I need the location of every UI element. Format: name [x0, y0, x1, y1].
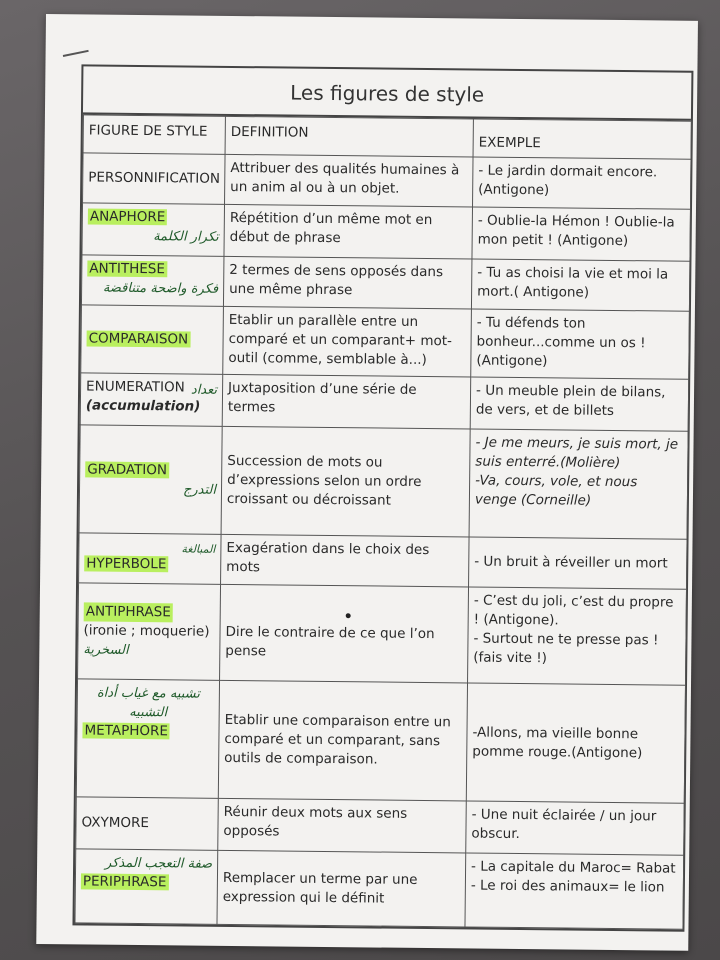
definition-text: Dire le contraire de ce que l’on pense [225, 623, 435, 660]
definition-cell: Réunir deux mots aux sens opposés [218, 798, 467, 853]
term: OXYMORE [81, 814, 150, 832]
ink-dot [346, 613, 351, 618]
page-title: Les figures de style [83, 66, 691, 120]
definition-cell: Etablir une comparaison entre un comparé et un comparant, sans outils de comparaison. [218, 680, 467, 801]
figures-table [74, 114, 691, 929]
term-highlighted: GRADATION [87, 460, 168, 478]
arabic-note: صفة التعجب المذكر [104, 855, 213, 872]
example-cell [465, 853, 684, 929]
pen-mark [63, 50, 90, 65]
definition-cell: 2 termes de sens opposés dans une même phrase [223, 256, 472, 309]
term-cell [82, 203, 225, 256]
term-cell [79, 425, 222, 534]
arabic-note: المبالغة [181, 542, 216, 556]
table-row [81, 255, 689, 311]
definition-cell [220, 584, 469, 683]
header-example: EXEMPLE [473, 119, 691, 159]
arabic-note: تشبيه مع غياب أداة التشبيه [96, 685, 200, 721]
term: PERSONNIFICATION [88, 169, 221, 187]
arabic-note: تكرار الكلمة [153, 229, 219, 245]
style-figures-table [72, 64, 693, 931]
example-line: - Surtout ne te presse pas !(fais vite !) [473, 630, 659, 667]
term-highlighted: ANTIPHRASE [84, 602, 173, 622]
example-cell [469, 429, 688, 539]
term-cell [76, 797, 219, 850]
example-line: - Le roi des animaux= le lion [470, 877, 665, 896]
table-row [76, 679, 685, 803]
table-row [79, 425, 688, 539]
term-highlighted: METAPHORE [84, 722, 169, 740]
term-highlighted: ANTITHESE [89, 260, 166, 278]
example-cell: - Un meuble plein de bilans, de vers, et de billets [470, 377, 689, 431]
table-row [80, 373, 689, 431]
example-cell: - Tu défends ton bonheur...comme un os ! (Antigone) [471, 309, 690, 379]
term-highlighted: COMPARAISON [88, 330, 189, 348]
table-row [82, 203, 691, 261]
table-row [76, 797, 685, 855]
definition-cell: Remplacer un terme par une expression qui le définit [217, 850, 466, 927]
table-row [81, 305, 690, 379]
table-row [83, 153, 691, 209]
term-cell [79, 533, 222, 584]
arabic-note: السخرية [83, 642, 129, 658]
example-cell: - Oublie-la Hémon ! Oublie-la mon petit ! (Antigone) [472, 207, 691, 261]
example-cell: - Une nuit éclairée / un jour obscur. [466, 801, 685, 855]
example-line: - La capitale du Maroc= Rabat [471, 858, 676, 877]
definition-cell: Attribuer des qualités humaines à un anim al ou à un objet. [225, 154, 474, 207]
definition-cell: Répétition d’un même mot en début de phrase [224, 204, 473, 259]
example-line: - C’est du joli, c’est du propre ! (Antigone). [473, 592, 674, 629]
definition-cell: Exagération dans le choix des mots [221, 534, 470, 587]
example-cell: - Le jardin dormait encore. (Antigone) [473, 157, 692, 209]
definition-cell: Succession de mots ou d’expressions selon un ordre croissant ou décroissant [221, 426, 470, 537]
definition-cell: Juxtaposition d’une série de termes [222, 374, 471, 429]
term-cell [76, 679, 219, 798]
term-cell [75, 849, 218, 924]
table-row [75, 849, 684, 929]
term-cell [83, 153, 226, 204]
example-cell: -Allons, ma vieille bonne pomme rouge.(Antigone) [466, 683, 685, 803]
paper-sheet [36, 14, 698, 951]
term-highlighted: ANAPHORE [89, 208, 166, 226]
arabic-note: تعداد [190, 382, 218, 398]
term-subtitle: (ironie ; moquerie) [83, 622, 210, 640]
term-subtitle: (accumulation) [85, 397, 201, 415]
definition-cell: Etablir un parallèle entre un comparé et un comparant+ mot-outil (comme, semblable à...) [223, 306, 472, 377]
example-cell [468, 587, 687, 685]
arabic-note: فكرة واضحة متناقضة [102, 280, 219, 297]
header-definition: DEFINITION [225, 116, 473, 157]
term-highlighted: HYPERBOLE [86, 555, 167, 573]
table-row [78, 583, 687, 685]
term-highlighted: PERIPHRASE [82, 873, 167, 891]
term: ENUMERATION [86, 378, 185, 396]
example-cell: - Tu as choisi la vie et moi la mort.( Antigone) [471, 259, 690, 311]
table-row [79, 533, 687, 589]
header-figure: FIGURE DE STYLE [83, 115, 225, 154]
term-cell [81, 255, 224, 306]
arabic-note: التدرج [182, 481, 217, 498]
term-cell [81, 305, 224, 374]
table-header-row [83, 115, 691, 159]
example-line: - Je me meurs, je suis mort, je suis enterré.(Molière) [475, 434, 679, 472]
term-cell [80, 373, 223, 426]
example-cell: - Un bruit à réveiller un mort [469, 537, 688, 589]
example-line: -Va, cours, vole, et nous venge (Corneille) [474, 472, 638, 509]
term-cell [78, 583, 221, 680]
